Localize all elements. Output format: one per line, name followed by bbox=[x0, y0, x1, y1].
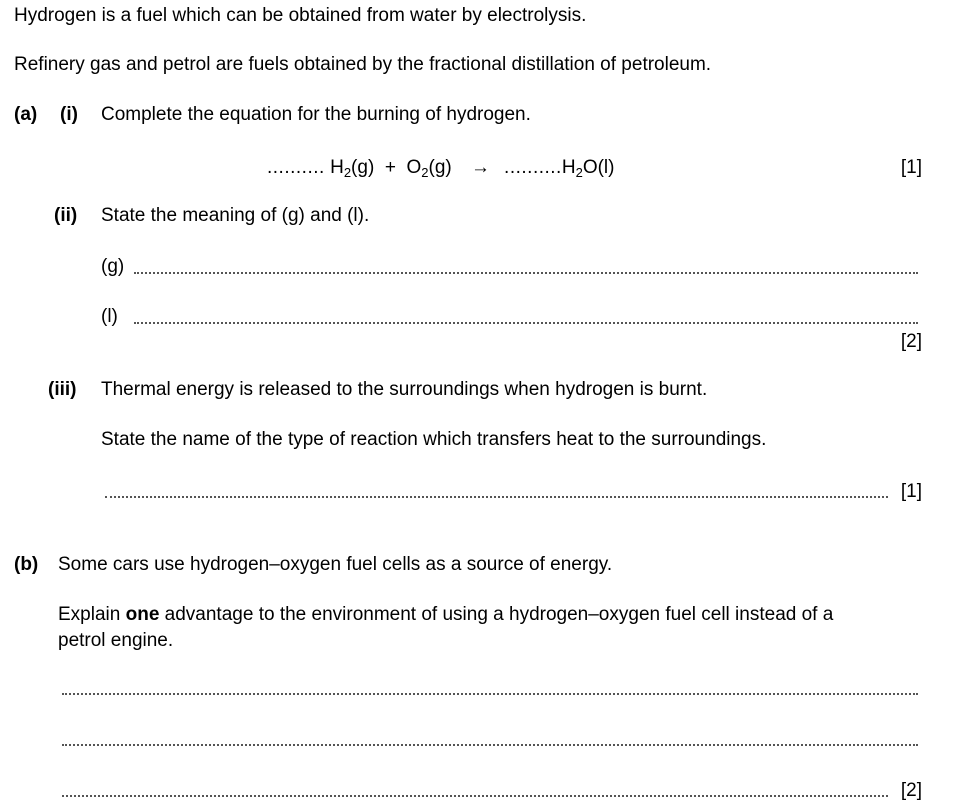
part-b-statement: Some cars use hydrogen–oxygen fuel cells as a source of energy. bbox=[58, 554, 613, 575]
part-a-iii-statement: Thermal energy is released to the surroundings when hydrogen is burnt. bbox=[101, 379, 708, 400]
combustion-equation bbox=[267, 157, 614, 179]
answer-g-line[interactable] bbox=[134, 272, 918, 274]
part-a-i-marks: [1] bbox=[900, 157, 922, 178]
intro-line-2: Refinery gas and petrol are fuels obtained by the fractional distillation of petroleum. bbox=[14, 54, 712, 75]
answer-b-line-1[interactable] bbox=[62, 693, 918, 695]
part-a-iii-question: State the name of the type of reaction which transfers heat to the surroundings. bbox=[101, 429, 767, 450]
part-b-marks: [2] bbox=[900, 780, 922, 801]
answer-g-label: (g) bbox=[101, 256, 125, 277]
product-blank[interactable]: .......... bbox=[504, 157, 562, 178]
answer-l-line[interactable] bbox=[134, 322, 918, 324]
part-a-ii-label: (ii) bbox=[54, 205, 78, 226]
part-a-label: (a) bbox=[14, 104, 38, 125]
part-a-ii-marks: [2] bbox=[900, 331, 922, 352]
emphasis-one: one bbox=[125, 604, 160, 625]
hydrogen-formula: $H_2(g)$ bbox=[330, 157, 375, 180]
answer-l-label: (l) bbox=[101, 306, 118, 327]
part-b-question-line-1: Explain one advantage to the environment of using a hydrogen–oxygen fuel cell instead of a bbox=[58, 604, 834, 625]
reactant-blank[interactable]: .......... bbox=[267, 157, 325, 178]
part-a-ii-question: State the meaning of (g) and (l). bbox=[101, 205, 370, 226]
water-formula: $H_2O(l)$ bbox=[561, 157, 615, 180]
answer-iii-line[interactable] bbox=[105, 496, 888, 498]
reaction-arrow-icon: → bbox=[471, 157, 491, 178]
oxygen-formula: $O_2(g)$ bbox=[406, 157, 452, 180]
answer-b-line-2[interactable] bbox=[62, 744, 918, 746]
part-b-label: (b) bbox=[14, 554, 39, 575]
part-a-i-question: Complete the equation for the burning of hydrogen. bbox=[101, 104, 531, 125]
part-b-question-line-2: petrol engine. bbox=[58, 630, 174, 651]
part-a-iii-label: (iii) bbox=[48, 379, 77, 400]
part-a-iii-marks: [1] bbox=[900, 481, 922, 502]
part-a-i-label: (i) bbox=[60, 104, 78, 125]
answer-b-line-3[interactable] bbox=[62, 795, 888, 797]
intro-line-1: Hydrogen is a fuel which can be obtained from water by electrolysis. bbox=[14, 5, 587, 26]
plus-sign: + bbox=[384, 157, 396, 178]
